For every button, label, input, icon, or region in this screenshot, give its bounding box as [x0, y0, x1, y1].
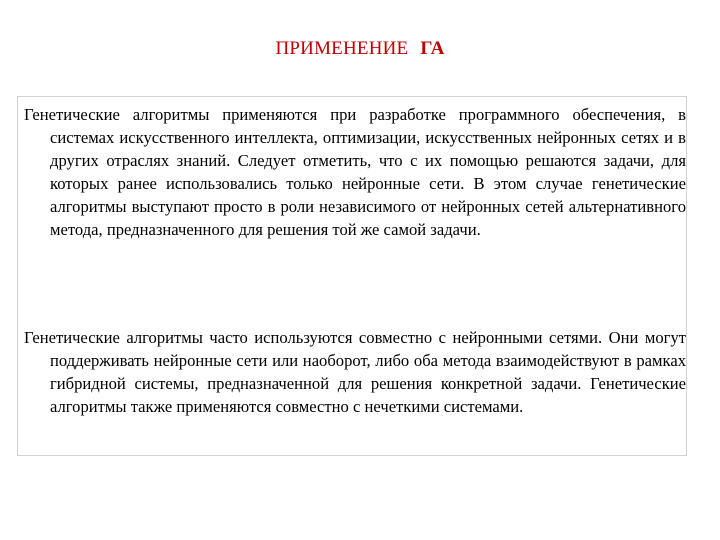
- paragraph-applications: Генетические алгоритмы применяются при разработке программного обеспечения, в системах искусственного интеллекта, оптимизации, искусственных нейронных сетях и в других отраслях знаний. Следует отметить, что с их помощью решаются задачи, для которых ранее использовались только нейронные сети. В этом случае генетические алгоритмы выступают просто в роли независимого от нейронных сетей альтернативного метода, предназначенного для решения той же самой задачи.: [24, 105, 686, 239]
- title-text: ПРИМЕНЕНИЕ: [275, 38, 409, 59]
- content-box: [17, 96, 687, 456]
- slide-title: [0, 38, 720, 60]
- paragraph-combined-use: Генетические алгоритмы часто используются совместно с нейронными сетями. Они могут поддерживать нейронные сети или наоборот, либо оба метода взаимодействуют в рамках гибридной системы, предназначенной для решения конкретной задачи. Генетические алгоритмы также применяются совместно с нечеткими системами.: [24, 328, 686, 416]
- title-abbreviation: ГА: [420, 38, 445, 59]
